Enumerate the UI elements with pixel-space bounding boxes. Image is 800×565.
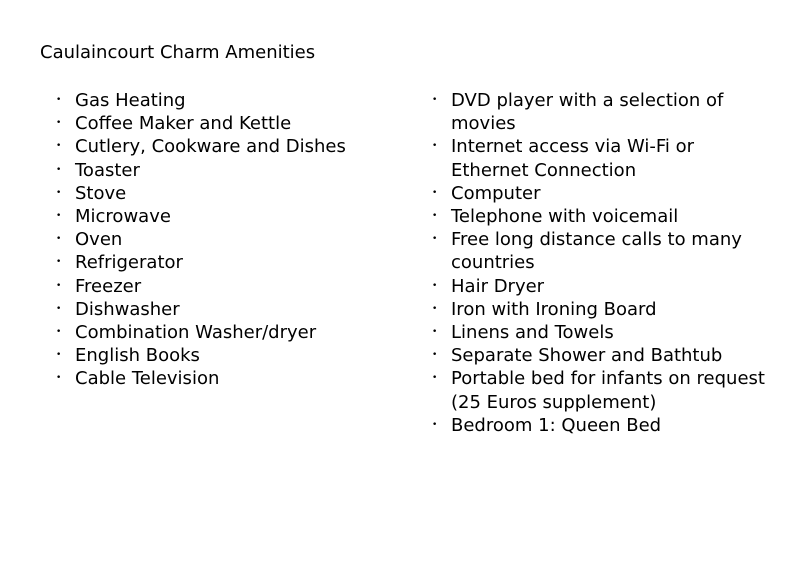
bullet-icon: • bbox=[56, 234, 62, 245]
amenity-list-item bbox=[56, 298, 396, 321]
bullet-icon: • bbox=[432, 95, 438, 105]
bullet-icon: • bbox=[432, 327, 438, 338]
bullet-icon: • bbox=[432, 350, 438, 361]
amenity-list-item bbox=[56, 367, 396, 390]
amenity-list-item bbox=[432, 135, 772, 181]
bullet-icon: • bbox=[56, 164, 62, 175]
amenity-label: Computer bbox=[451, 182, 541, 204]
amenity-list-item bbox=[56, 228, 396, 251]
amenities-list-right bbox=[432, 89, 772, 437]
amenity-label: Gas Heating bbox=[75, 90, 186, 111]
amenity-label: Free long distance calls to many countries bbox=[451, 229, 742, 274]
bullet-icon: • bbox=[432, 280, 438, 291]
amenity-list-item bbox=[432, 228, 772, 274]
amenity-label: Portable bed for infants on request (25 Euros supplement) bbox=[451, 368, 765, 413]
amenity-list-item bbox=[56, 321, 396, 344]
amenity-list-item bbox=[432, 89, 772, 135]
amenity-label: Toaster bbox=[75, 159, 140, 181]
amenity-list-item bbox=[56, 251, 396, 274]
amenity-list-item bbox=[432, 414, 772, 437]
amenities-list-left bbox=[56, 89, 396, 391]
amenity-list-item bbox=[432, 298, 772, 321]
amenity-list-item bbox=[56, 344, 396, 367]
amenity-label: DVD player with a selection of movies bbox=[451, 90, 724, 135]
amenity-label: Freezer bbox=[75, 275, 142, 297]
amenity-label: Hair Dryer bbox=[451, 275, 545, 297]
bullet-icon: • bbox=[56, 350, 62, 361]
amenity-list-item bbox=[432, 367, 772, 413]
bullet-icon: • bbox=[56, 141, 62, 152]
amenity-list-item bbox=[432, 182, 772, 205]
amenity-label: Bedroom 1: Queen Bed bbox=[451, 414, 662, 436]
bullet-icon: • bbox=[432, 187, 438, 198]
bullet-icon: • bbox=[432, 141, 438, 152]
amenity-label: Oven bbox=[75, 229, 123, 251]
amenity-label: Internet access via Wi-Fi or Ethernet Connection bbox=[451, 136, 695, 181]
amenity-label: Cutlery, Cookware and Dishes bbox=[75, 136, 346, 158]
amenity-list-item bbox=[56, 135, 396, 158]
bullet-icon: • bbox=[432, 303, 438, 314]
amenity-label: Iron with Ironing Board bbox=[451, 298, 657, 320]
amenity-label: Telephone with voicemail bbox=[451, 206, 679, 228]
amenity-label: Combination Washer/dryer bbox=[75, 322, 317, 344]
bullet-icon: • bbox=[56, 373, 62, 384]
amenity-label: Linens and Towels bbox=[451, 322, 614, 344]
bullet-icon: • bbox=[432, 373, 438, 384]
amenity-label: Cable Television bbox=[75, 368, 220, 390]
bullet-icon: • bbox=[56, 211, 62, 222]
bullet-icon: • bbox=[56, 257, 62, 268]
bullet-icon: • bbox=[56, 327, 62, 338]
bullet-icon: • bbox=[56, 95, 62, 105]
bullet-icon: • bbox=[56, 303, 62, 314]
bullet-icon: • bbox=[56, 187, 62, 198]
amenity-label: Coffee Maker and Kettle bbox=[75, 113, 292, 135]
amenity-list-item bbox=[56, 182, 396, 205]
amenity-list-item bbox=[56, 275, 396, 298]
bullet-icon: • bbox=[56, 118, 62, 129]
amenity-list-item bbox=[432, 275, 772, 298]
bullet-icon: • bbox=[432, 419, 438, 430]
bullet-icon: • bbox=[56, 280, 62, 291]
bullet-icon: • bbox=[432, 234, 438, 245]
amenity-label: English Books bbox=[75, 345, 200, 367]
amenity-label: Stove bbox=[75, 182, 127, 204]
amenity-list-item bbox=[56, 205, 396, 228]
amenity-label: Dishwasher bbox=[75, 298, 180, 320]
amenity-list-item bbox=[56, 89, 396, 112]
amenity-list-item bbox=[432, 321, 772, 344]
amenity-list-item bbox=[56, 159, 396, 182]
amenity-list-item bbox=[56, 112, 396, 135]
bullet-icon: • bbox=[432, 211, 438, 222]
amenity-label: Microwave bbox=[75, 206, 171, 228]
document-title: Caulaincourt Charm Amenities bbox=[40, 42, 316, 63]
amenity-list-item bbox=[432, 344, 772, 367]
amenity-list-item bbox=[432, 205, 772, 228]
amenity-label: Separate Shower and Bathtub bbox=[451, 345, 723, 367]
amenity-label: Refrigerator bbox=[75, 252, 183, 274]
